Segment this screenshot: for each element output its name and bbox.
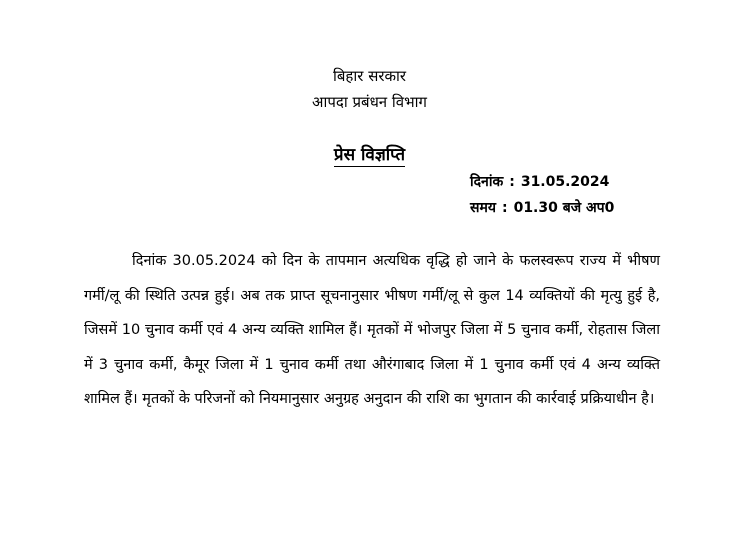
time-label: समय — [470, 200, 496, 216]
document-title-block — [0, 143, 739, 167]
time-separator: : — [501, 200, 508, 216]
time-row — [470, 198, 614, 218]
document-title: प्रेस विज्ञप्ति — [333, 145, 406, 165]
date-label: दिनांक — [470, 174, 504, 190]
government-heading: बिहार सरकार — [332, 67, 407, 85]
date-separator: : — [509, 174, 515, 190]
date-value: 31.05.2024 — [520, 174, 610, 190]
date-row — [470, 172, 609, 192]
time-value: 01.30 बजे अप0 — [513, 200, 615, 216]
body-paragraph: दिनांक 30.05.2024 को दिन के तापमान अत्यधिक वृद्धि हो जाने के फलस्वरूप राज्य में भीषण गर्मी/लू की स्थिति उत्पन्न हुई। अब तक प्राप्त सूचनानुसार भीषण गर्मी/लू से कुल 14 व्यक्तियों की मृत्यु हुई है, जिसमें 10 चुनाव कर्मी एवं 4 अन्य व्यक्ति शामिल हैं। मृतकों में भोजपुर जिला में 5 चुनाव कर्मी, रोहतास जिला में 3 चुनाव कर्मी, कैमूर जिला में 1 चुनाव कर्मी तथा औरंगाबाद जिला में 1 चुनाव कर्मी एवं 4 अन्य व्यक्ति शामिल हैं। मृतकों के परिजनों को नियमानुसार अनुग्रह अनुदान की राशि का भुगतान की कार्रवाई प्रक्रियाधीन है। — [84, 253, 660, 407]
department-heading: आपदा प्रबंधन विभाग — [312, 93, 427, 111]
